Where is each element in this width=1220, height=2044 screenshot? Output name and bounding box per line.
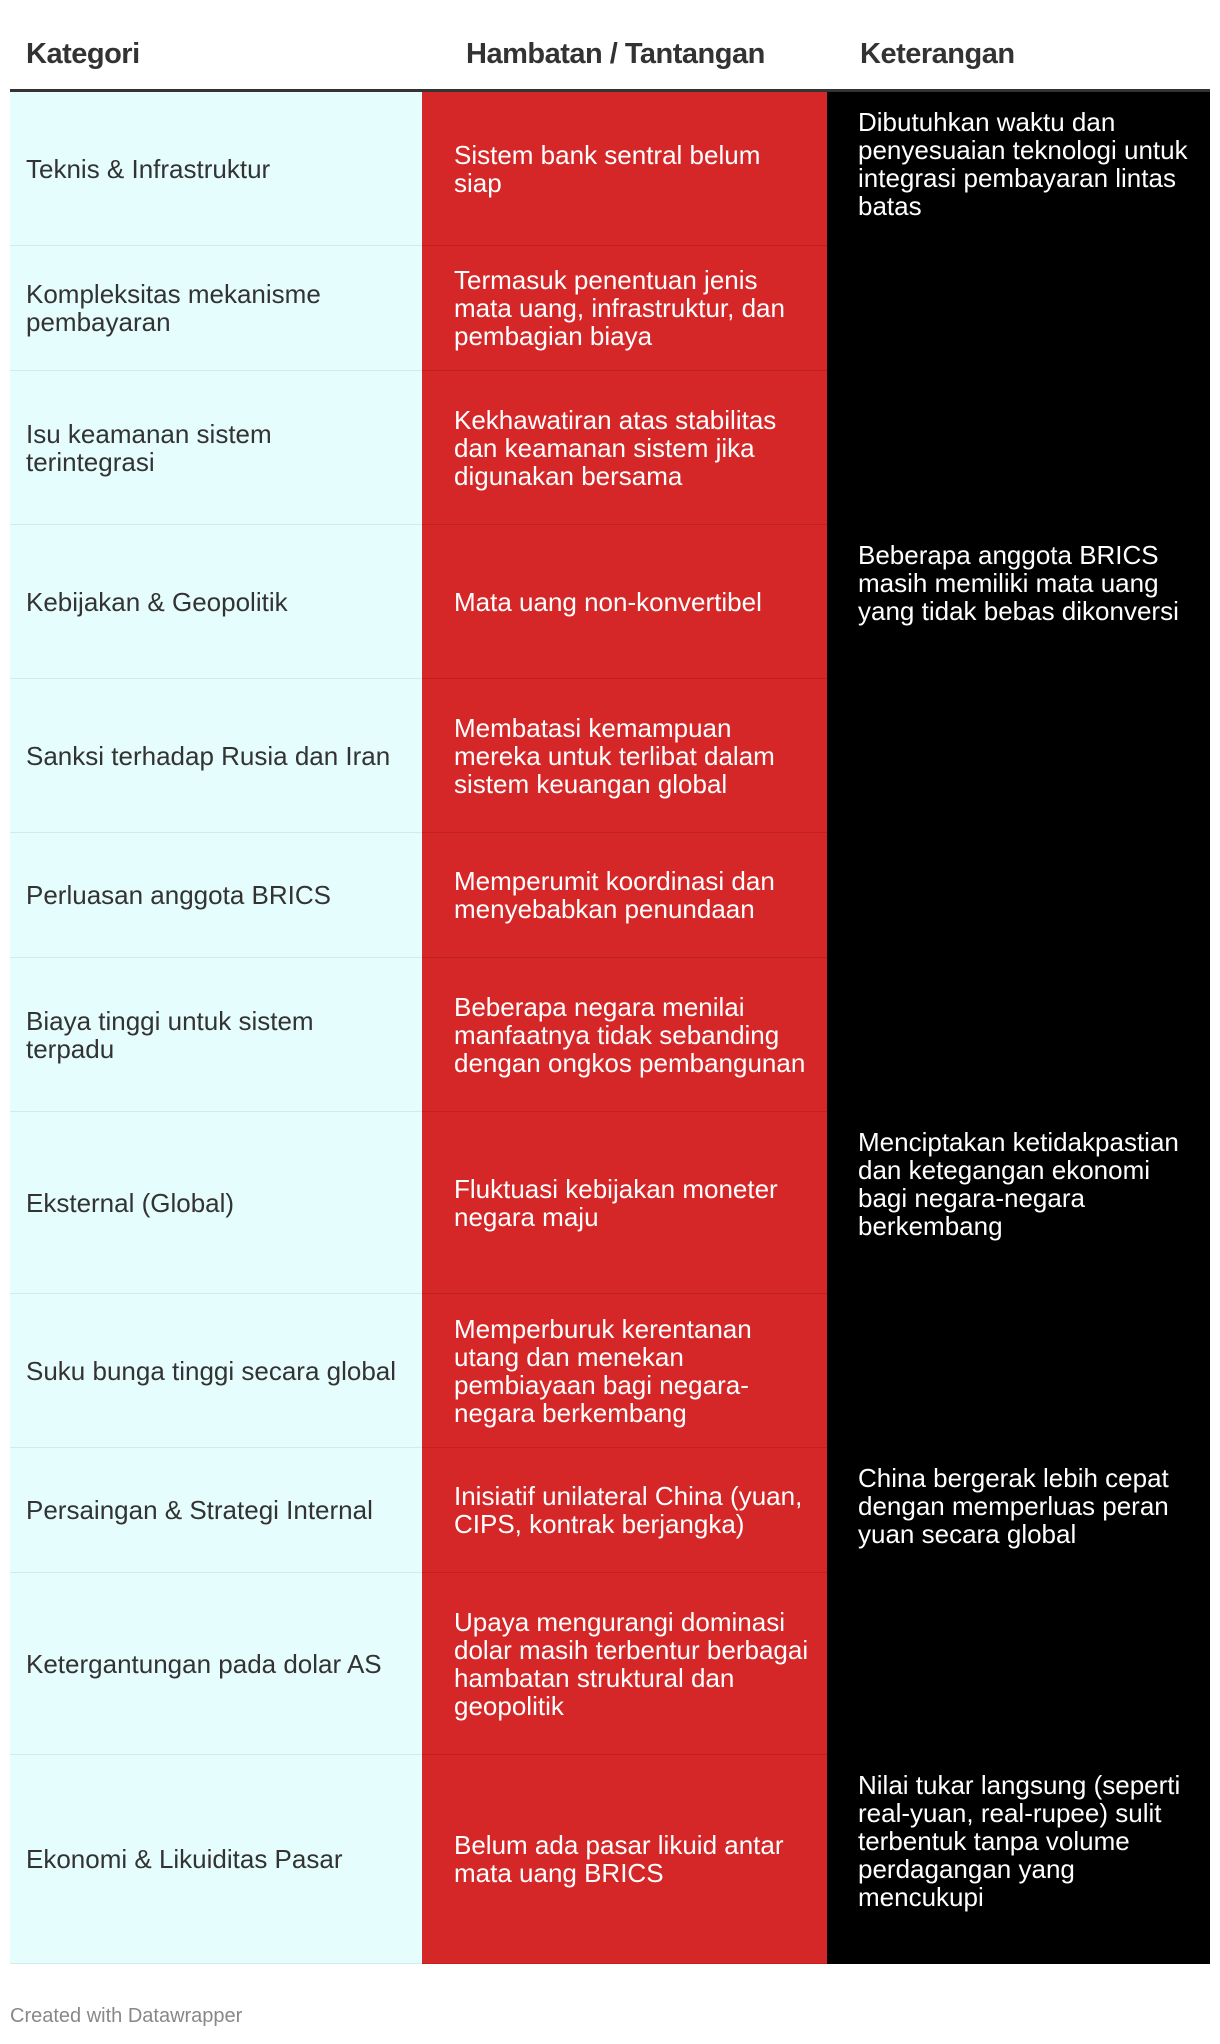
cell-keterangan: Dibutuhkan waktu dan penyesuaian teknologi untuk integrasi pembayaran lintas batas [827, 92, 1210, 525]
cell-kategori: Teknis & Infrastruktur [10, 92, 422, 246]
cell-hambatan: Membatasi kemampuan mereka untuk terlibat dalam sistem keuangan global [422, 679, 827, 833]
cell-keterangan: China bergerak lebih cepat dengan memperluas peran yuan secara global [827, 1448, 1210, 1755]
cell-hambatan: Beberapa negara menilai manfaatnya tidak sebanding dengan ongkos pembangunan [422, 958, 827, 1112]
cell-keterangan: Beberapa anggota BRICS masih memiliki mata uang yang tidak bebas dikonversi [827, 525, 1210, 1112]
cell-hambatan: Fluktuasi kebijakan moneter negara maju [422, 1112, 827, 1294]
cell-hambatan: Termasuk penentuan jenis mata uang, infrastruktur, dan pembagian biaya [422, 246, 827, 371]
cell-hambatan: Belum ada pasar likuid antar mata uang BRICS [422, 1755, 827, 1964]
cell-kategori: Kebijakan & Geopolitik [10, 525, 422, 679]
datawrapper-credit[interactable]: Created with Datawrapper [10, 2005, 243, 2027]
header-keterangan[interactable]: Keterangan [860, 38, 1015, 70]
table-body [10, 92, 1210, 1964]
cell-keterangan: Nilai tukar langsung (seperti real-yuan, real-rupee) sulit terbentuk tanpa volume perdagangan yang mencukupi [827, 1755, 1210, 1964]
cell-kategori: Biaya tinggi untuk sistem terpadu [10, 958, 422, 1112]
cell-hambatan: Mata uang non-konvertibel [422, 525, 827, 679]
cell-hambatan: Inisiatif unilateral China (yuan, CIPS, kontrak berjangka) [422, 1448, 827, 1573]
cell-kategori: Persaingan & Strategi Internal [10, 1448, 422, 1573]
cell-kategori: Sanksi terhadap Rusia dan Iran [10, 679, 422, 833]
header-kategori[interactable]: Kategori [26, 38, 140, 70]
header-hambatan[interactable]: Hambatan / Tantangan [466, 38, 765, 70]
cell-hambatan: Memperburuk kerentanan utang dan menekan pembiayaan bagi negara-negara berkembang [422, 1294, 827, 1448]
cell-kategori: Isu keamanan sistem terintegrasi [10, 371, 422, 525]
cell-keterangan: Menciptakan ketidakpastian dan ketegangan ekonomi bagi negara-negara berkembang [827, 1112, 1210, 1448]
cell-hambatan: Memperumit koordinasi dan menyebabkan penundaan [422, 833, 827, 958]
cell-kategori: Suku bunga tinggi secara global [10, 1294, 422, 1448]
cell-kategori: Perluasan anggota BRICS [10, 833, 422, 958]
data-table [10, 0, 1210, 1964]
cell-kategori: Ekonomi & Likuiditas Pasar [10, 1755, 422, 1964]
cell-hambatan: Kekhawatiran atas stabilitas dan keamanan sistem jika digunakan bersama [422, 371, 827, 525]
cell-kategori: Ketergantungan pada dolar AS [10, 1573, 422, 1755]
table-header [10, 0, 1210, 92]
cell-kategori: Eksternal (Global) [10, 1112, 422, 1294]
cell-hambatan: Sistem bank sentral belum siap [422, 92, 827, 246]
cell-hambatan: Upaya mengurangi dominasi dolar masih terbentur berbagai hambatan struktural dan geopolitik [422, 1573, 827, 1755]
cell-kategori: Kompleksitas mekanisme pembayaran [10, 246, 422, 371]
